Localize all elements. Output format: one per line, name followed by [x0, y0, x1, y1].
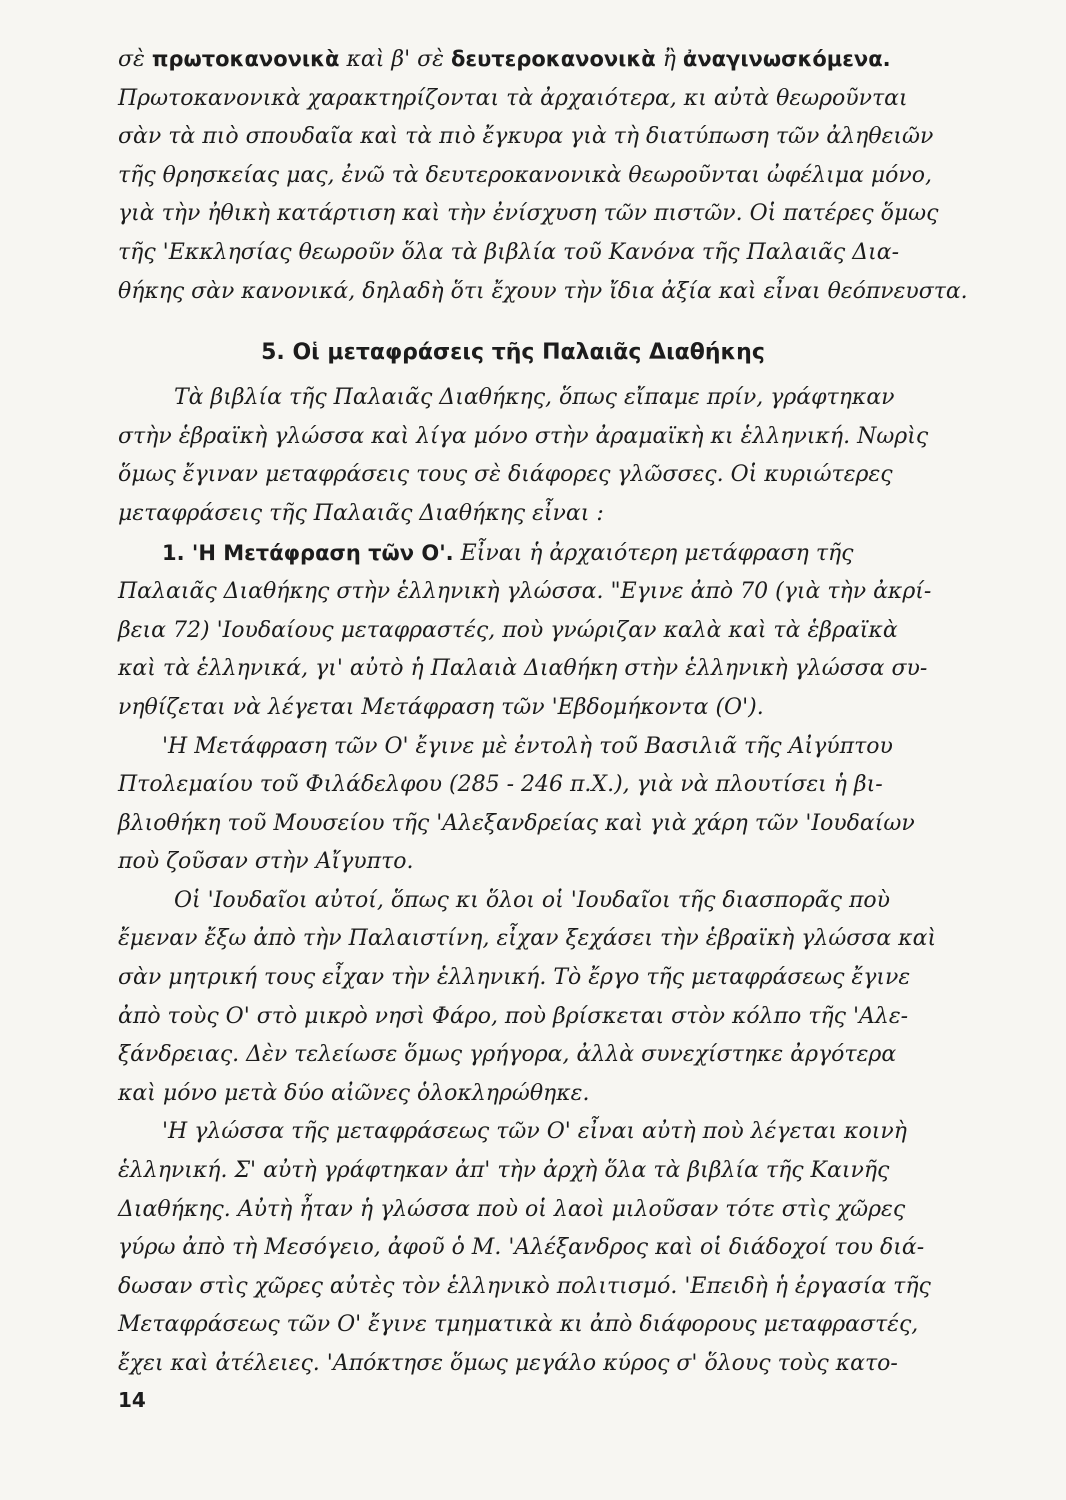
- text-line: σὰν μητρική τους εἶχαν τὴν ἑλληνική. Τὸ ἔργο τῆς μεταφράσεως ἔγινε: [118, 965, 911, 991]
- page-body: [118, 40, 968, 1384]
- text-line: 'Η γλώσσα τῆς μεταφράσεως τῶν Ο' εἶναι αὐτὴ ποὺ λέγεται κοινὴ: [162, 1119, 907, 1145]
- text-line: μεταφράσεις τῆς Παλαιᾶς Διαθήκης εἶναι :: [118, 500, 604, 526]
- text-line: στὴν ἑβραϊκὴ γλώσσα καὶ λίγα μόνο στὴν ἀραμαϊκὴ κι ἑλληνική. Νωρὶς: [118, 423, 929, 449]
- text-line: Παλαιᾶς Διαθήκης στὴν ἑλληνικὴ γλώσσα. "Εγινε ἀπὸ 70 (γιὰ τὴν ἀκρί-: [118, 579, 932, 605]
- text-line: 'Η Μετάφραση τῶν Ο' ἔγινε μὲ ἐντολὴ τοῦ Βασιλιᾶ τῆς Αἰγύπτου: [162, 733, 893, 759]
- text-line: ἀπὸ τοὺς Ο' στὸ μικρὸ νησὶ Φάρο, ποὺ βρίσκεται στὸν κόλπο τῆς 'Αλε-: [118, 1003, 909, 1029]
- text-line: θήκης σὰν κανονικά, δηλαδὴ ὅτι ἔχουν τὴν ἴδια ἀξία καὶ εἶναι θεόπνευστα.: [118, 278, 968, 304]
- text-line: καὶ τὰ ἑλληνικά, γι' αὐτὸ ἡ Παλαιὰ Διαθήκη στὴν ἑλληνικὴ γλώσσα συ-: [118, 656, 928, 682]
- text-line: ἔμεναν ἔξω ἀπὸ τὴν Παλαιστίνη, εἶχαν ξεχάσει τὴν ἑβραϊκὴ γλώσσα καὶ: [118, 926, 937, 952]
- text-line: γύρω ἀπὸ τὴ Μεσόγειο, ἀφοῦ ὁ Μ. 'Αλέξανδρος καὶ οἱ διάδοχοί του διά-: [118, 1235, 925, 1261]
- text-line: Πτολεμαίου τοῦ Φιλάδελφου (285 - 246 π.Χ.), γιὰ νὰ πλουτίσει ἡ βι-: [118, 772, 883, 798]
- subheading-septuagint: 1. 'Η Μετάφραση τῶν Ο'.: [162, 540, 454, 565]
- text-line: ἑλληνική. Σ' αὐτὴ γράφτηκαν ἀπ' τὴν ἀρχὴ ὅλα τὰ βιβλία τῆς Καινῆς: [118, 1158, 890, 1184]
- text-line: τῆς θρησκείας μας, ἐνῶ τὰ δευτεροκανονικὰ θεωροῦνται ὠφέλιμα μόνο,: [118, 162, 933, 188]
- text-line: δωσαν στὶς χῶρες αὐτὲς τὸν ἑλληνικὸ πολιτισμό. 'Επειδὴ ἡ ἐργασία τῆς: [118, 1273, 931, 1299]
- text-span: ἢ: [655, 47, 683, 72]
- page-number: 14: [118, 1388, 146, 1412]
- text-line: Διαθήκης. Αὐτὴ ἦταν ἡ γλώσσα ποὺ οἱ λαοὶ μιλοῦσαν τότε στὶς χῶρες: [118, 1196, 906, 1222]
- text-line: Τὰ βιβλία τῆς Παλαιᾶς Διαθήκης, ὅπως εἴπαμε πρίν, γράφτηκαν: [174, 385, 895, 411]
- section-heading: 5. Οἱ μεταφράσεις τῆς Παλαιᾶς Διαθήκης: [261, 340, 765, 366]
- term-protocanonical: πρωτοκανονικὰ: [151, 47, 340, 71]
- text-line: Μεταφράσεως τῶν Ο' ἔγινε τμηματικὰ κι ἀπὸ διάφορους μεταφραστές,: [118, 1312, 919, 1338]
- text-span: καὶ β' σὲ: [339, 47, 451, 72]
- text-line: γιὰ τὴν ἠθικὴ κατάρτιση καὶ τὴν ἐνίσχυση τῶν πιστῶν. Οἱ πατέρες ὅμως: [118, 201, 939, 227]
- text-line: καὶ μόνο μετὰ δύο αἰῶνες ὁλοκληρώθηκε.: [118, 1080, 590, 1106]
- text-line: ὅμως ἔγιναν μεταφράσεις τους σὲ διάφορες γλῶσσες. Οἱ κυριώτερες: [118, 462, 893, 488]
- text-line: [118, 40, 968, 80]
- text-line: ποὺ ζοῦσαν στὴν Αἴγυπτο.: [118, 849, 414, 875]
- term-anaginoskomena: ἀναγινωσκόμενα.: [682, 47, 891, 71]
- text-line: [118, 534, 968, 574]
- text-line: Πρωτοκανονικὰ χαρακτηρίζονται τὰ ἀρχαιότερα, κι αὐτὰ θεωροῦνται: [118, 85, 908, 111]
- text-span: Εἶναι ἡ ἀρχαιότερη μετάφραση τῆς: [453, 540, 854, 566]
- text-line: νηθίζεται νὰ λέγεται Μετάφραση τῶν 'Εβδομήκοντα (Ο').: [118, 694, 764, 720]
- text-line: σὰν τὰ πιὸ σπουδαῖα καὶ τὰ πιὸ ἔγκυρα γιὰ τὴ διατύπωση τῶν ἀληθειῶν: [118, 124, 934, 150]
- term-deuterocanonical: δευτεροκανονικὰ: [450, 47, 656, 71]
- text-span: σὲ: [118, 47, 152, 72]
- text-line: Οἱ 'Ιουδαῖοι αὐτοί, ὅπως κι ὅλοι οἱ 'Ιουδαῖοι τῆς διασπορᾶς ποὺ: [174, 887, 891, 913]
- text-line: ξάνδρειας. Δὲν τελείωσε ὅμως γρήγορα, ἀλλὰ συνεχίστηκε ἀργότερα: [118, 1042, 897, 1068]
- text-line: βλιοθήκη τοῦ Μουσείου τῆς 'Αλεξανδρείας καὶ γιὰ χάρη τῶν 'Ιουδαίων: [118, 810, 915, 836]
- text-line: τῆς 'Εκκλησίας θεωροῦν ὅλα τὰ βιβλία τοῦ Κανόνα τῆς Παλαιᾶς Δια-: [118, 239, 900, 265]
- text-line: βεια 72) 'Ιουδαίους μεταφραστές, ποὺ γνώριζαν καλὰ καὶ τὰ ἑβραϊκὰ: [118, 617, 898, 643]
- text-line: ἔχει καὶ ἀτέλειες. 'Απόκτησε ὅμως μεγάλο κύρος σ' ὅλους τοὺς κατο-: [118, 1351, 898, 1376]
